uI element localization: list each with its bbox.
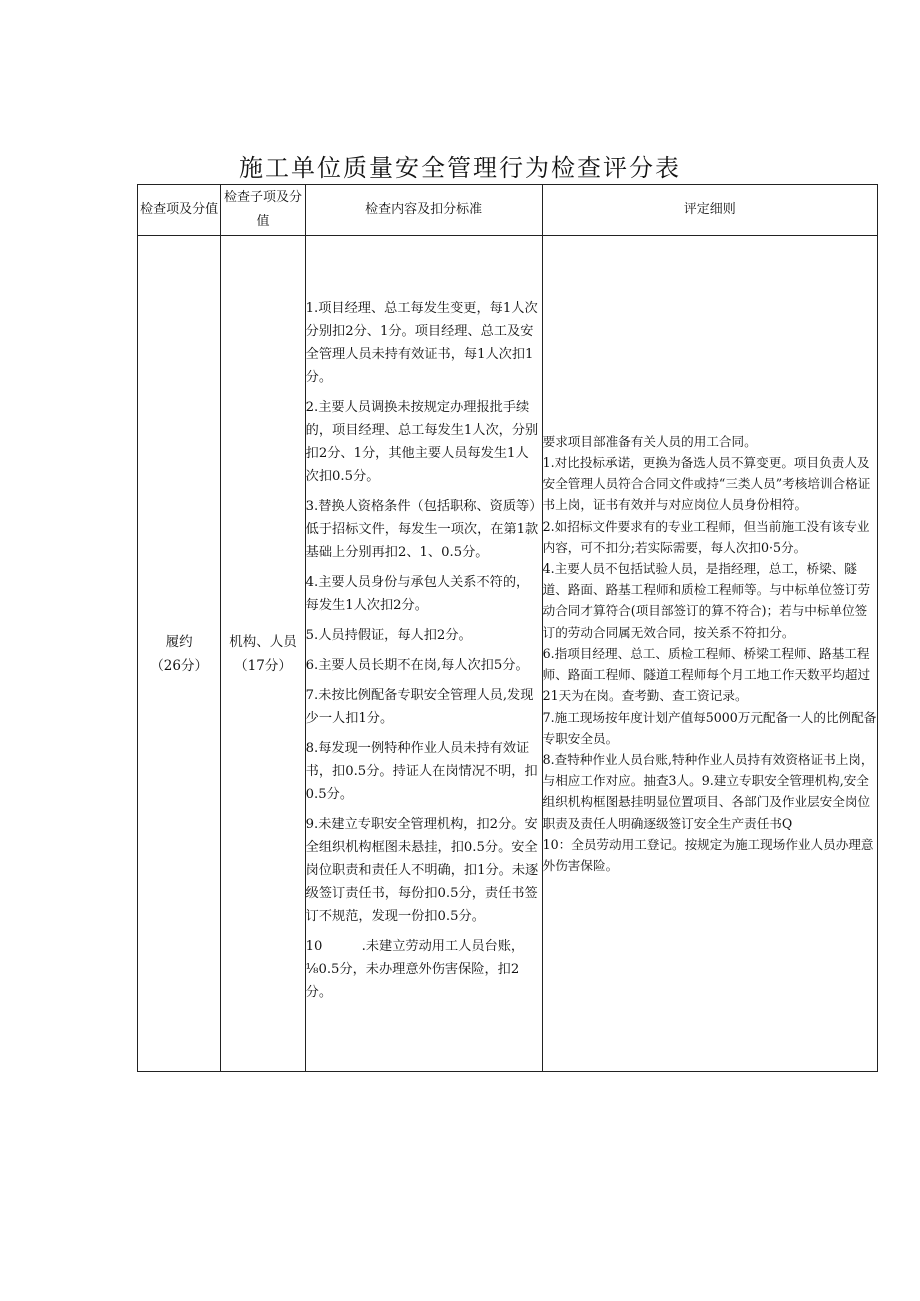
rule-item: 10：全员劳动用工登记。按规定为施工现场作业人员办理意外伤害保险。: [542, 836, 874, 873]
subcategory-name: 机构、人员（17分）: [229, 633, 297, 674]
standards-cell: [305, 236, 542, 1072]
standard-item-text: .未建立劳动用工人员台账，⅛0.5分，未办理意外伤害保险，扣2分。: [305, 938, 525, 1000]
header-sub-item: 检查子项及分值: [221, 185, 305, 236]
standard-item: 5.人员持假证，每人扣2分。: [305, 627, 472, 643]
rule-item: 4.主要人员不包括试验人员，是指经理，总工，桥梁、隧道、路面、路基工程师和质检工程师等。与中标单位签订劳动合同才算符合(项目部签订的算不符合)；若与中标单位签订的劳动合同属无效合同，按关系不符扣分。: [542, 561, 871, 640]
standard-item: 3.替换人资格条件（包括职称、资质等）低于招标文件，每发生一项次，在第1款基础上分别再扣2、1、0.5分。: [305, 498, 539, 560]
subcategory-cell: [221, 236, 305, 1072]
standard-item: 9.未建立专职安全管理机构，扣2分。安全组织机构框图未悬挂，扣0.5分。安全岗位职责和责任人不明确，扣1分。未逐级签订责任书，每份扣0.5分，责任书签订不规范，发现一份扣0.5分。: [305, 816, 539, 924]
standard-item: [306, 935, 542, 1004]
rule-item: 1.对比投标承诺，更换为备选人员不算变更。项目负责人及安全管理人员符合合同文件或持“三类人员”考核培训合格证书上岗，证书有效并与对应岗位人员身份相符。: [542, 455, 871, 513]
header-rules: 评定细则: [542, 185, 877, 236]
standard-item: 7.未按比例配备专职安全管理人员,发现少一人扣1分。: [305, 687, 534, 726]
standard-item-number: 10: [305, 938, 323, 954]
header-row: [138, 185, 878, 236]
standard-item: 2.主要人员调换未按规定办理报批手续的，项目经理、总工每发生1人次，分别扣2分、1分，其他主要人员每发生1人次扣0.5分。: [305, 399, 539, 484]
standard-item: 8.每发现一例特种作业人员未持有效证书，扣0.5分。持证人在岗情况不明，扣0.5分。: [305, 740, 538, 802]
category-cell: [138, 236, 221, 1072]
rule-item: 6.指项目经理、总工、质检工程师、桥梁工程师、路基工程师、路面工程师、隧道工程师每个月工地工作天数平均超过21天为在岗。查考勤、查工资记录。: [542, 645, 871, 704]
header-check-item: 检查项及分值: [138, 185, 221, 236]
rule-item: 要求项目部准备有关人员的用工合同。: [542, 433, 757, 449]
table-row: [138, 236, 878, 1072]
category-name: 履约: [165, 633, 193, 650]
standard-item: 6.主要人员长期不在岗,每人次扣5分。: [305, 657, 529, 673]
category-score: （26分）: [150, 657, 208, 674]
rule-item: 2.如招标文件要求有的专业工程师，但当前施工没有该专业内容，可不扣分;若实际需要，每人次扣0·5分。: [542, 518, 870, 555]
rules-cell: [542, 236, 877, 1072]
standard-item: 1.项目经理、总工每发生变更，每1人次分别扣2分、1分。项目经理、总工及安全管理人员未持有效证书，每1人次扣1分。: [305, 300, 538, 385]
page-title: 施工单位质量安全管理行为检查评分表: [239, 154, 681, 182]
standard-item: 4.主要人员身份与承包人关系不符的，每发生1人次扣2分。: [305, 574, 530, 613]
rule-item: 7.施工现场按年度计划产值每5000万元配备一人的比例配备专职安全员。: [542, 709, 877, 746]
score-table: [137, 184, 878, 1072]
rule-item: 8.查特种作业人员台账,特种作业人员持有效资格证书上岗，与相应工作对应。抽查3人。9.建立专职安全管理机构,安全组织机构框图悬挂明显位置项目、各部门及作业层安全岗位职责及责任人明确逐级签订安全生产责任书Q: [542, 751, 874, 831]
header-content: 检查内容及扣分标准: [305, 185, 542, 236]
